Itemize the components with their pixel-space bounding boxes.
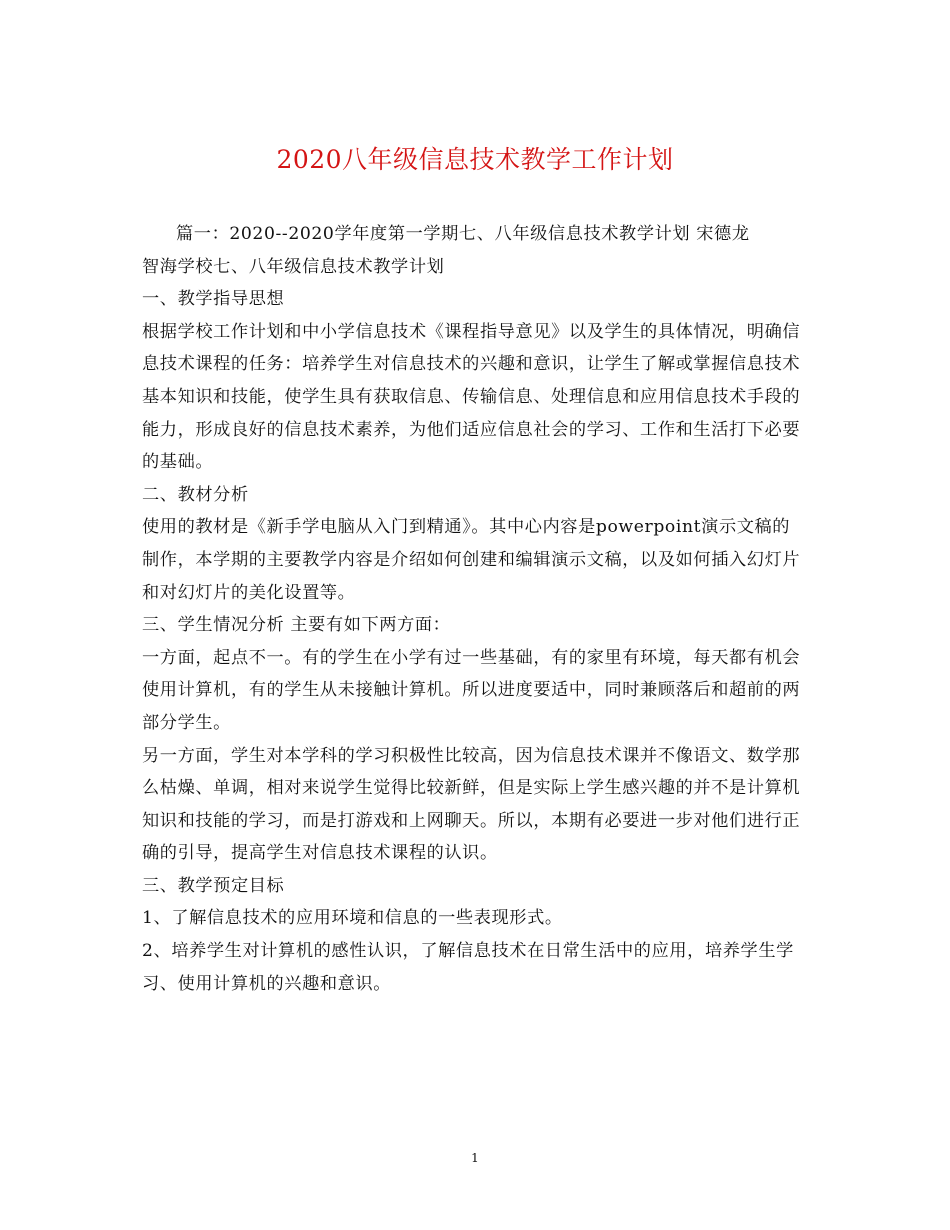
article-intro-line: 篇一：2020--2020学年度第一学期七、八年级信息技术教学计划 宋德龙 xyxy=(176,224,750,244)
body-paragraph: 使用的教材是《新手学电脑从入门到精通》。其中心内容是powerpoint演示文稿的制作，本学期的主要教学内容是介绍如何创建和编辑演示文稿，以及如何插入幻灯片和对幻灯片的美化设置等。 xyxy=(142,517,801,603)
body-paragraph: 另一方面，学生对本学科的学习积极性比较高，因为信息技术课并不像语文、数学那么枯燥、单调，相对来说学生觉得比较新鲜，但是实际上学生感兴趣的并不是计算机知识和技能的学习，而是打游戏和上网聊天。所以，本期有必要进一步对他们进行正确的引导，提高学生对信息技术课程的认识。 xyxy=(142,745,801,864)
plan-subtitle: 智海学校七、八年级信息技术教学计划 xyxy=(142,256,445,277)
list-item: 2、培养学生对计算机的感性认识，了解信息技术在日常生活中的应用，培养学生学习、使用计算机的兴趣和意识。 xyxy=(142,941,794,994)
page-number: 1 xyxy=(471,1151,479,1165)
section-heading: 一、教学指导思想 xyxy=(142,289,285,310)
body-paragraph: 一方面，起点不一。有的学生在小学有过一些基础，有的家里有环境，每天都有机会使用计算机，有的学生从未接触计算机。所以进度要适中，同时兼顾落后和超前的两部分学生。 xyxy=(142,647,801,733)
document-body xyxy=(142,218,806,1000)
section-heading: 二、教材分析 xyxy=(142,484,249,505)
body-paragraph: 根据学校工作计划和中小学信息技术《课程指导意见》以及学生的具体情况，明确信息技术课程的任务：培养学生对信息技术的兴趣和意识，让学生了解或掌握信息技术基本知识和技能，使学生具有获取信息、传输信息、处理信息和应用信息技术手段的能力，形成良好的信息技术素养，为他们适应信息社会的学习、工作和生活打下必要的基础。 xyxy=(142,321,801,473)
list-item: 1、了解信息技术的应用环境和信息的一些表现形式。 xyxy=(142,908,563,929)
section-heading: 三、教学预定目标 xyxy=(142,875,285,896)
document-title: 2020八年级信息技术教学工作计划 xyxy=(276,145,674,174)
section-heading: 三、学生情况分析 主要有如下两方面： xyxy=(142,615,451,636)
